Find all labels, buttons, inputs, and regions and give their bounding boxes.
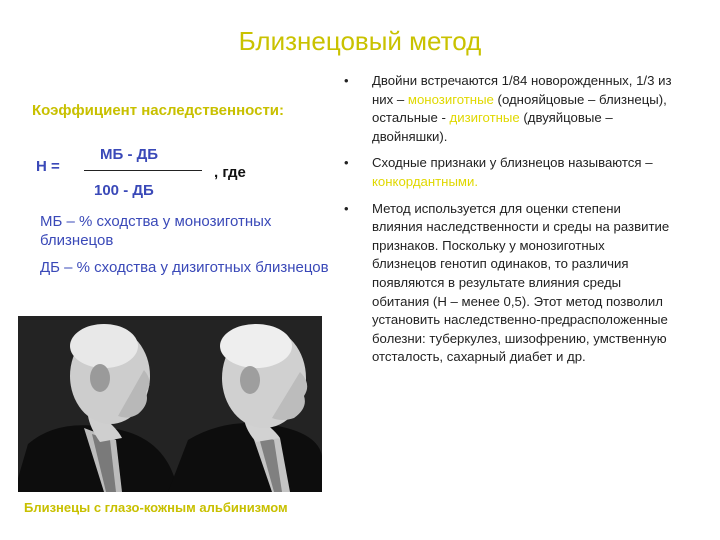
bullet-text: (однояйцовые – близнецы), остальные - bbox=[372, 91, 667, 126]
twins-photo bbox=[18, 316, 322, 492]
fraction-bar bbox=[84, 170, 202, 171]
bullet-text: Метод используется для оценки степени влияния наследственности и среды на развитие признаков. Поскольку у монозиготных близнецов генотип одинаков, то различия появляются в результате влияния среды обитания (Н – менее 0,5). Этот метод позволил установить наследственно-предрасположенные болезни: туберкулез, шизофрению, умственную отсталость, сахарный диабет и др. bbox=[372, 200, 670, 365]
slide-title: Близнецовый метод bbox=[238, 26, 482, 56]
highlight-term: конкордантными. bbox=[372, 173, 479, 189]
bullet-text: Сходные признаки у близнецов называются – bbox=[372, 155, 653, 171]
highlight-term: монозиготные bbox=[407, 91, 494, 107]
bullet-list bbox=[342, 72, 672, 375]
bullet-item bbox=[342, 72, 672, 146]
formula-denominator: 100 - ДБ bbox=[94, 182, 154, 199]
formula-numerator: МБ - ДБ bbox=[100, 146, 159, 163]
bullet-text: (двуяйцовые – двойняшки). bbox=[372, 110, 613, 144]
photo-caption: Близнецы с глазо-кожным альбинизмом bbox=[24, 500, 288, 515]
bullet-dot: • bbox=[344, 155, 349, 171]
formula-where: , где bbox=[214, 164, 246, 181]
definition-mz: МБ – % сходства у монозиготных близнецов bbox=[40, 213, 272, 249]
bullet-dot: • bbox=[344, 200, 349, 216]
bullet-dot: • bbox=[344, 73, 349, 88]
bullet-item bbox=[342, 154, 672, 191]
formula-lhs: Н = bbox=[36, 158, 60, 175]
definition-dz: ДБ – % сходства у дизиготных близнецов bbox=[40, 259, 329, 276]
bullet-text: Двойни встречаются 1/84 новорожденных, 1/3 из них – bbox=[372, 73, 672, 107]
bullet-item bbox=[342, 200, 672, 367]
highlight-term: дизиготные bbox=[449, 110, 520, 126]
coefficient-label: Коэффициент наследственности: bbox=[32, 102, 285, 119]
